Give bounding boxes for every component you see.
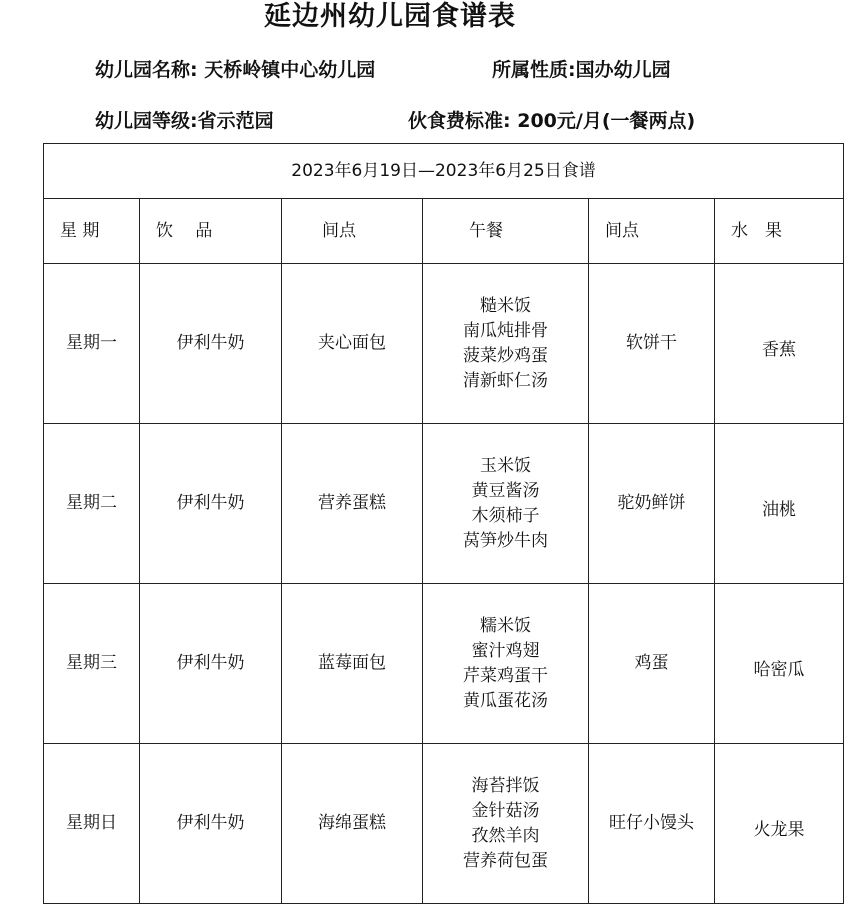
kindergarten-name <box>95 57 375 83</box>
date-range-row <box>44 144 844 199</box>
weekday-cell: 星期二 <box>44 424 140 584</box>
drink-cell: 伊利牛奶 <box>140 424 282 584</box>
kindergarten-nature-value: 国办幼儿园 <box>575 59 671 81</box>
lunch-item: 黄豆酱汤 <box>471 480 540 501</box>
snack-afternoon-cell: 鸡蛋 <box>589 584 715 744</box>
lunch-item: 玉米饭 <box>480 455 531 476</box>
kindergarten-name-value: 天桥岭镇中心幼儿园 <box>204 59 376 81</box>
lunch-item: 蜜汁鸡翅 <box>471 640 540 661</box>
table-row <box>44 744 844 904</box>
kindergarten-level-label: 幼儿园等级: <box>95 110 198 132</box>
lunch-item: 木须柿子 <box>471 505 540 526</box>
fruit-cell: 油桃 <box>715 424 844 584</box>
header-drink: 饮 品 <box>140 199 282 264</box>
table-row <box>44 584 844 744</box>
kindergarten-name-label: 幼儿园名称: <box>95 59 198 81</box>
fruit-cell: 哈密瓜 <box>715 584 844 744</box>
lunch-item: 黄瓜蛋花汤 <box>463 690 548 711</box>
header-snack-morning: 间点 <box>282 199 423 264</box>
lunch-cell <box>423 744 589 904</box>
page-title: 延边州幼儿园食谱表 <box>264 1 516 32</box>
meal-fee-label: 伙食费标准: <box>408 110 511 132</box>
meal-fee <box>408 108 695 134</box>
header-row <box>44 199 844 264</box>
snack-morning-cell: 夹心面包 <box>282 264 423 424</box>
lunch-cell <box>423 264 589 424</box>
weekday-cell: 星期日 <box>44 744 140 904</box>
kindergarten-nature <box>492 57 671 83</box>
lunch-item: 海苔拌饭 <box>471 775 540 796</box>
snack-morning-cell: 海绵蛋糕 <box>282 744 423 904</box>
kindergarten-level-value: 省示范园 <box>197 110 274 132</box>
kindergarten-level <box>95 108 274 134</box>
drink-cell: 伊利牛奶 <box>140 264 282 424</box>
lunch-item: 孜然羊肉 <box>471 825 540 846</box>
table-row <box>44 424 844 584</box>
snack-morning-cell: 营养蛋糕 <box>282 424 423 584</box>
lunch-item: 莴笋炒牛肉 <box>463 530 548 551</box>
lunch-item: 营养荷包蛋 <box>463 850 548 871</box>
lunch-item: 芹菜鸡蛋干 <box>463 665 548 686</box>
meal-fee-value: 200元/月(一餐两点) <box>517 110 696 132</box>
menu-table <box>43 143 844 904</box>
snack-afternoon-cell: 旺仔小馒头 <box>589 744 715 904</box>
lunch-item: 糯米饭 <box>480 615 531 636</box>
lunch-cell <box>423 584 589 744</box>
fruit-cell: 火龙果 <box>715 744 844 904</box>
table-row <box>44 264 844 424</box>
drink-cell: 伊利牛奶 <box>140 744 282 904</box>
header-fruit: 水 果 <box>715 199 844 264</box>
lunch-item: 糙米饭 <box>480 295 531 316</box>
header-lunch: 午餐 <box>423 199 589 264</box>
lunch-item: 菠菜炒鸡蛋 <box>463 345 548 366</box>
lunch-cell <box>423 424 589 584</box>
lunch-item: 南瓜炖排骨 <box>463 320 548 341</box>
header-snack-afternoon: 间点 <box>589 199 715 264</box>
snack-morning-cell: 蓝莓面包 <box>282 584 423 744</box>
kindergarten-nature-label: 所属性质: <box>492 59 576 81</box>
header-weekday: 星 期 <box>44 199 140 264</box>
drink-cell: 伊利牛奶 <box>140 584 282 744</box>
date-range: 2023年6月19日—2023年6月25日食谱 <box>44 144 844 199</box>
weekday-cell: 星期一 <box>44 264 140 424</box>
lunch-item: 金针菇汤 <box>471 800 540 821</box>
fruit-cell: 香蕉 <box>715 264 844 424</box>
lunch-item: 清新虾仁汤 <box>463 370 548 391</box>
weekday-cell: 星期三 <box>44 584 140 744</box>
snack-afternoon-cell: 驼奶鲜饼 <box>589 424 715 584</box>
snack-afternoon-cell: 软饼干 <box>589 264 715 424</box>
